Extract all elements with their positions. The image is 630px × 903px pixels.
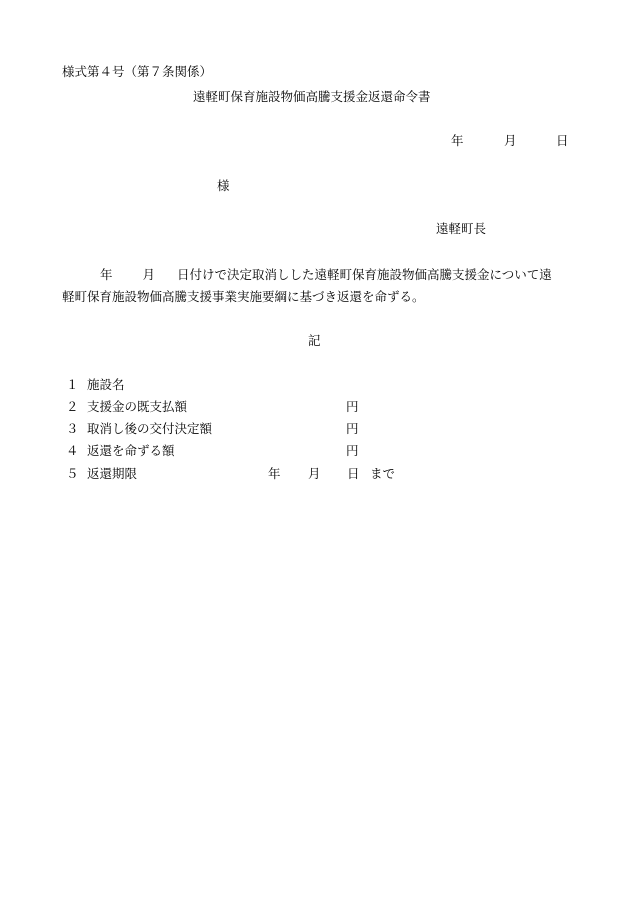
item-label: 返還期限 <box>87 466 138 481</box>
item-number: ２ <box>66 399 79 414</box>
order-body <box>62 264 574 308</box>
yen-unit: 円 <box>346 421 359 436</box>
item-number: ４ <box>66 443 79 458</box>
order-body-line-1 <box>62 264 574 286</box>
addressee-suffix: 様 <box>217 178 230 193</box>
item-label: 施設名 <box>87 377 125 392</box>
date-month-label: 月 <box>504 133 517 148</box>
deadline-year-label: 年 <box>268 466 281 481</box>
date-year-label: 年 <box>451 133 464 148</box>
document-title: 遠軽町保育施設物価高騰支援金返還命令書 <box>193 89 431 104</box>
deadline-until-label: まで <box>370 466 396 481</box>
form-number: 様式第４号（第７条関係） <box>62 64 213 79</box>
item-row-facility-name <box>66 377 426 395</box>
item-number: ５ <box>66 466 79 481</box>
issuer-name: 遠軽町長 <box>436 221 487 236</box>
date-day-label: 日 <box>556 133 569 148</box>
deadline-day-label: 日 <box>347 466 360 481</box>
order-body-line-2: 軽町保育施設物価高騰支援事業実施要綱に基づき返還を命ずる。 <box>62 289 425 304</box>
item-label: 支援金の既支払額 <box>87 399 188 414</box>
item-number: ３ <box>66 421 79 436</box>
item-row-refund-deadline <box>66 466 426 484</box>
item-label: 取消し後の交付決定額 <box>87 421 213 436</box>
yen-unit: 円 <box>346 399 359 414</box>
item-row-paid-amount <box>66 399 426 417</box>
item-label: 返還を命ずる額 <box>87 443 175 458</box>
item-row-revised-amount <box>66 421 426 439</box>
item-number: １ <box>66 377 79 392</box>
item-row-refund-amount <box>66 443 426 461</box>
body-line-1-text: 日付けで決定取消しした遠軽町保育施設物価高騰支援金について遠 <box>177 267 552 282</box>
body-month-label: 月 <box>142 267 156 282</box>
body-year-label: 年 <box>100 267 113 282</box>
record-heading: 記 <box>308 333 321 348</box>
deadline-month-label: 月 <box>308 466 321 481</box>
yen-unit: 円 <box>346 443 359 458</box>
